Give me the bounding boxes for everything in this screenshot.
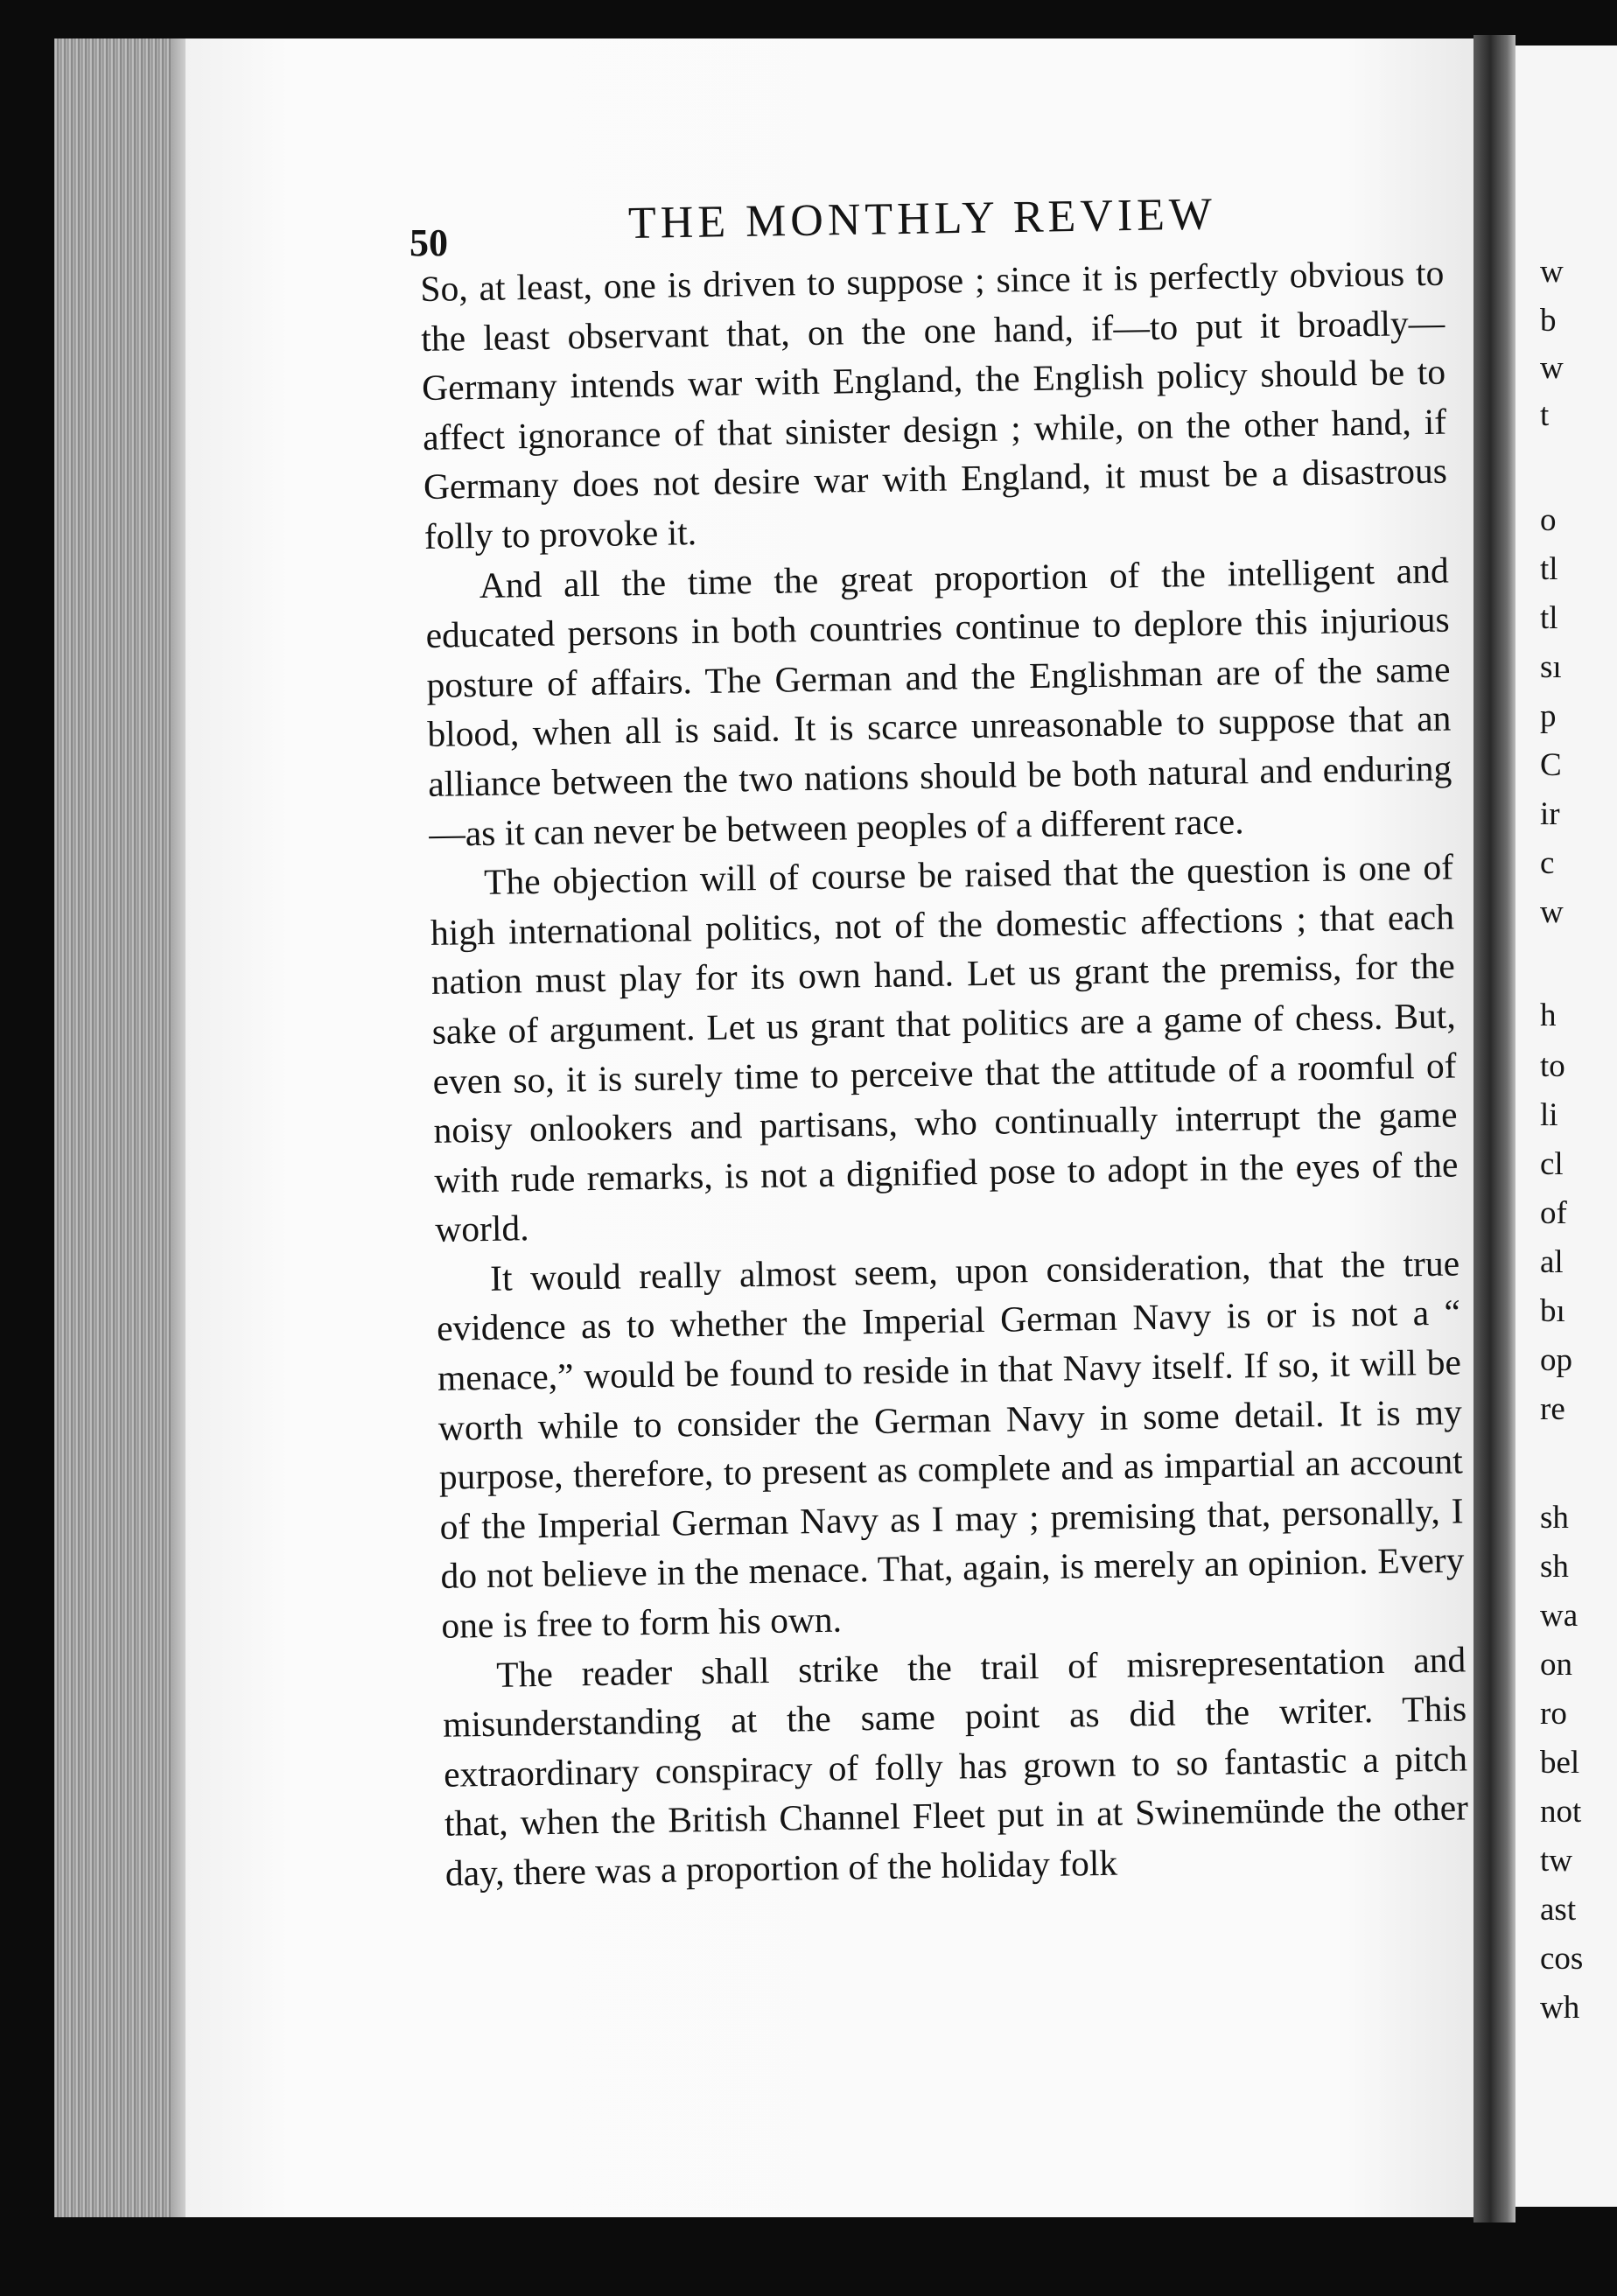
- book-page-edges: [54, 38, 186, 2217]
- facing-page-fragment: ast: [1540, 1892, 1577, 1928]
- facing-page-fragment: ir: [1540, 796, 1560, 832]
- running-title: THE MONTHLY REVIEW: [627, 189, 1217, 248]
- body-text: [420, 248, 1469, 1899]
- paragraph-3: The objection will of course be raised that the question is one of high international politics, not of the domestic affections ; that each nation must play for its own hand. Let us grant the premiss, for the sake of argument. Let us grant that politics are a game of chess. But, even so, it is surely time to perceive that the attitude of a roomful of noisy onlookers and partisans, who continually interrupt the game with rude remarks, is not a dignified pose to adopt in the eyes of the world.: [430, 846, 1459, 1250]
- facing-page-fragment: wh: [1540, 1990, 1580, 2026]
- facing-page-fragment: bel: [1540, 1745, 1580, 1781]
- facing-page-fragment: tl: [1540, 551, 1558, 587]
- facing-page-fragment: c: [1540, 845, 1555, 881]
- facing-page-fragment: not: [1540, 1794, 1582, 1830]
- book-gutter: [1474, 35, 1516, 2222]
- facing-page-fragment: o: [1540, 502, 1557, 538]
- facing-page-fragment: to: [1540, 1048, 1565, 1084]
- facing-page-fragment: w: [1540, 350, 1564, 386]
- facing-page-fragment: t: [1540, 397, 1550, 433]
- facing-page-fragment: w: [1540, 894, 1564, 930]
- facing-page-fragment: cos: [1540, 1941, 1584, 1977]
- paragraph-4: It would really almost seem, upon consideration, that the true evidence as to whether the Imperial German Navy is or is not a “ menace,” would be found to reside in that Navy itself. If so, it will be worth while to consider the German Navy in some detail. It is my purpose, therefore, to present as complete and as impartial an account of the Imperial German Navy as I may ; premising that, personally, I do not believe in the menace. That, again, is merely an opinion. Every one is free to form his own.: [436, 1242, 1465, 1646]
- paragraph-2: And all the time the great proportion of the intelligent and educated persons in both countries continue to deplore this injurious posture of affairs. The German and the Englishman are of the same blood, when all is said. It is scarce unreasonable to suppose that an alliance between the two nations should be both natural and enduring—as it can never be between peoples of a different race.: [425, 550, 1452, 854]
- facing-page-fragment: op: [1540, 1342, 1572, 1378]
- facing-page-fragment: tl: [1540, 600, 1558, 636]
- facing-page-fragment: sh: [1540, 1500, 1569, 1536]
- facing-page-fragment: al: [1540, 1244, 1564, 1280]
- facing-page-fragment: li: [1540, 1097, 1558, 1133]
- facing-page-fragment: cl: [1540, 1146, 1564, 1182]
- facing-page-fragment: p: [1540, 698, 1557, 734]
- facing-page-fragment: ro: [1540, 1696, 1567, 1732]
- paragraph-5: The reader shall strike the trail of misrepresentation and misunderstanding at the same point as did the writer. This extraordinary conspiracy of folly has grown to so fantastic a pitch that, when the British Channel Fleet put in at Swinemünde the other day, there was a proportion of the holiday folk: [442, 1639, 1469, 1894]
- facing-page-fragment: tw: [1540, 1843, 1572, 1879]
- facing-page-fragment: re: [1540, 1391, 1565, 1427]
- facing-page-fragment: on: [1540, 1647, 1572, 1683]
- facing-page-fragment: wa: [1540, 1598, 1578, 1634]
- facing-page-fragment: h: [1540, 998, 1557, 1033]
- facing-page-edge: [1516, 46, 1617, 2207]
- facing-page-fragment: bı: [1540, 1293, 1565, 1329]
- facing-page-fragment: b: [1540, 303, 1557, 339]
- page-number: 50: [410, 221, 448, 264]
- facing-page-fragment: of: [1540, 1195, 1567, 1231]
- facing-page-fragment: sh: [1540, 1549, 1569, 1585]
- facing-page-fragment: sı: [1540, 649, 1562, 685]
- facing-page-fragment: C: [1540, 747, 1562, 783]
- paragraph-1: So, at least, one is driven to suppose ; since it is perfectly obvious to the least observant that, on the one hand, if—to put it broadly—Germany intends war with England, the English policy should be to affect ignorance of that sinister design ; while, on the other hand, if Germany does not desire war with England, it must be a disastrous folly to provoke it.: [420, 252, 1448, 556]
- facing-page-fragment: w: [1540, 254, 1564, 290]
